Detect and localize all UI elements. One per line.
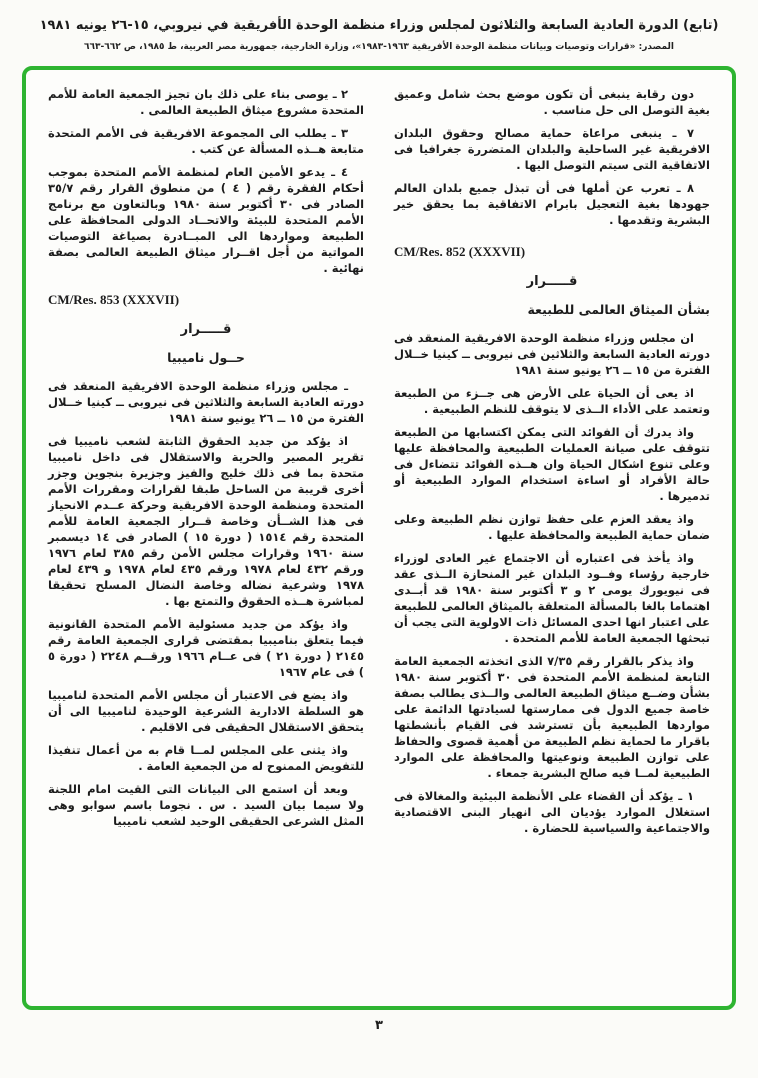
paragraph: ٨ ـ تعرب عن أملها فى أن تبذل جميع بلدان العالم جهودها بغية التعجيل بابرام الاتفاقية بما يحقق خير البشرية وتقدمها . [394, 181, 710, 227]
paragraph: دون رقابة ينبغى أن تكون موضع بحث شامل وعميق بغية التوصل الى حل مناسب . [394, 87, 710, 117]
header-source: المصدر: «قرارات وتوصيات وبيانات منظمة الوحدة الأفريقية ١٩٦٣-١٩٨٣»، وزارة الخارجية، جمهورية مصر العربية، ط ١٩٨٥، ص ٦٦٢-٦٦٣ [84, 42, 674, 52]
paragraph: وبعد أن استمع الى البيانات التى القيت امام اللجنة ولا سيما بيان السيد . س . نجوما باسم سوابو وهى المثل الشرعى الحقيقى الوحيد لشعب ناميبيا [48, 782, 364, 828]
resolution-title: قـــــرار [526, 274, 578, 289]
two-column-layout [48, 86, 710, 994]
green-border-box [22, 66, 736, 1010]
document-header [0, 0, 758, 52]
right-column [394, 86, 710, 994]
paragraph: واذ يؤكد من جديد مسئولية الأمم المتحدة القانونية فيما يتعلق بناميبيا بمقتضى قرارى الجمعية العامة رقم ٢١٤٥ ( دورة ٢١ ) فى عــام ١٩٦٦ ورقــم ٢٢٤٨ ( دورة ٥ ) فى عام ١٩٦٧ [48, 617, 364, 679]
paragraph: واذ يأخذ فى اعتباره أن الاجتماع غير العادى لوزراء خارجية رؤساء وفــود البلدان غير المنحازة الــذى عقد فى نيويورك يومى ٢ و ٣ أكتوبر سنة ١٩٨٠ قد أبــدى اهتماما بالغا بالمسألة المتعلقة بالميثاق العالمى للطبيعة على اعتبار انها احدى المسائل ذات الاولوية التى يجب أن تبحثها الجمعية العامة للأمم المتحدة . [394, 551, 711, 645]
paragraph: ٤ ـ يدعو الأمين العام لمنظمة الأمم المتحدة بموجب أحكام الفقرة رقم ( ٤ ) من منطوق القرار رقم ٣٥/٧ الصادر فى ٣٠ أكتوبر سنة ١٩٨٠ وبالتعاون مع برنامج الأمم المتحدة للبيئة والاتحــاد الدولى المحافظة على الطبيعة ومواردها الى المبــادرة بصياغة التوصيات المواتية من أجل اقــرار ميثاق الطبيعة العالمى بصفة نهائية . [48, 165, 365, 275]
paragraph: ان مجلس وزراء منظمة الوحدة الافريقية المنعقد فى دورته العادية السابعة والثلاثين فى نيروبى ــ كينيا خــلال الفترة من ١٥ ــ ٢٦ يونيو سنة ١٩٨١ [394, 331, 710, 377]
page-number: ٣ [375, 1018, 383, 1033]
paragraph: اذ يؤكد من جديد الحقوق الثابتة لشعب ناميبيا فى تقرير المصير والحرية والاستقلال فى داخل ناميبيا متحدة بما فى ذلك خليج والفيز وجزيرة بنجوين وجزر أخرى قريبة من الساحل طبقا لقرارات ومقررات الأمم المتحدة ومنظمة الوحدة الافريقية وحركة عــدم الانحياز فى هذا الشــأن وخاصة قــرار الجمعية العامة للأمم المتحدة رقم ١٥١٤ ( دورة ١٥ ) الصادر فى ١٤ ديسمبر سنة ١٩٦٠ وقرارات مجلس الأمن رقم ٣٨٥ لعام ١٩٧٦ ورقم ٤٣٢ لعام ١٩٧٨ ورقم ٤٣٥ لعام ١٩٧٨ و ٤٣٩ لعام ١٩٧٨ وشرعية نضاله وخاصة النضال المسلح تحقيقا لمباشرة هــذه الحقوق والتمتع بها . [48, 434, 365, 608]
paragraph: واذ يذكر بالقرار رقم ٧/٣٥ الذى اتخذته الجمعية العامة التابعة لمنظمة الأمم المتحدة فى ٣٠ أكتوبر سنة ١٩٨٠ بشأن وضــع ميثاق الطبيعة العالمى والــذى يطالب بصفة خاصة جميع الدول فى ممارستها لسيادتها الدائمة على مواردها الطبيعية بأن تسترشد فى القيام بأنشطتها باقرار ما لحماية نظم الطبيعة من أهمية قصوى والحفاظ على توازن الطبيعة ونوعيتها والمحافظة على الموارد الطبيعية لمــا فيه صالح البشرية جمعاء . [394, 654, 710, 780]
paragraph: واذ يعقد العزم على حفظ توازن نظم الطبيعة وعلى ضمان حماية الطبيعة والمحافظة عليها . [394, 512, 710, 542]
paragraph: ٢ ـ يوصى بناء على ذلك بان تجيز الجمعية العامة للأمم المتحدة مشروع ميثاق الطبيعة العالمى . [48, 87, 364, 117]
paragraph: واذ يدرك أن الفوائد التى يمكن اكتسابها من الطبيعة تتوقف على صيانة العمليات الطبيعية والمحافظة عليها وعلى تنوع اشكال الحياة وان هــذه الفوائد تتضاءل فى حالة الأفراد أو اساءة استخدام الموارد الطبيعية أو تدميرها . [394, 425, 710, 503]
resolution-ref: CM/Res. 853 (XXXVII) [48, 292, 180, 307]
paragraph: اذ يعى أن الحياة على الأرض هى جــزء من الطبيعة وتعتمد على الأداء الــذى لا يتوقف للنظم الطبيعية . [394, 386, 710, 416]
paragraph: ٣ ـ يطلب الى المجموعة الافريقية فى الأمم المتحدة متابعة هــذه المسألة عن كتب . [48, 126, 364, 156]
left-column [48, 86, 364, 994]
header-title: (تابع) الدورة العادية السابعة والثلاثون لمجلس وزراء منظمة الوحدة الأفريقية في نيروبي، ١٥-٢٦ يونيه ١٩٨١ [39, 18, 719, 33]
resolution-subject: بشأن الميثاق العالمى للطبيعة [527, 302, 710, 317]
paragraph: ـ مجلس وزراء منظمة الوحدة الافريقية المنعقد فى دورته العادية السابعة والثلاثين فى نيروبى ــ كينيا خــلال الفترة من ١٥ ــ ٢٦ يونيو سنة ١٩٨١ [48, 379, 364, 425]
resolution-title: قـــــرار [180, 322, 232, 337]
paragraph: ١ ـ يؤكد أن القضاء على الأنظمة البيئية والمغالاة فى استغلال الموارد يؤديان الى انهيار البنى الاقتصادية والاجتماعية والسياسية للحضارة . [394, 789, 710, 835]
paragraph: ٧ ـ ينبغى مراعاة حماية مصالح وحقوق البلدان الافريقية غير الساحلية والبلدان المتضررة جغرافيا فى الاتفاقية التى سيتم التوصل اليها . [394, 126, 710, 172]
paragraph: واذ يثنى على المجلس لمــا قام به من أعمال تنفيذا للتفويض الممنوح له من الجمعية العامة . [48, 743, 364, 773]
resolution-ref: CM/Res. 852 (XXXVII) [394, 244, 526, 259]
paragraph: واذ يضع فى الاعتبار أن مجلس الأمم المتحدة لناميبيا هو السلطة الادارية الشرعية الوحيدة لناميبيا الى أن يتحقق الاستقلال الحقيقى فى الاقليم . [48, 688, 364, 734]
resolution-subject: حــول ناميبيا [167, 350, 245, 365]
